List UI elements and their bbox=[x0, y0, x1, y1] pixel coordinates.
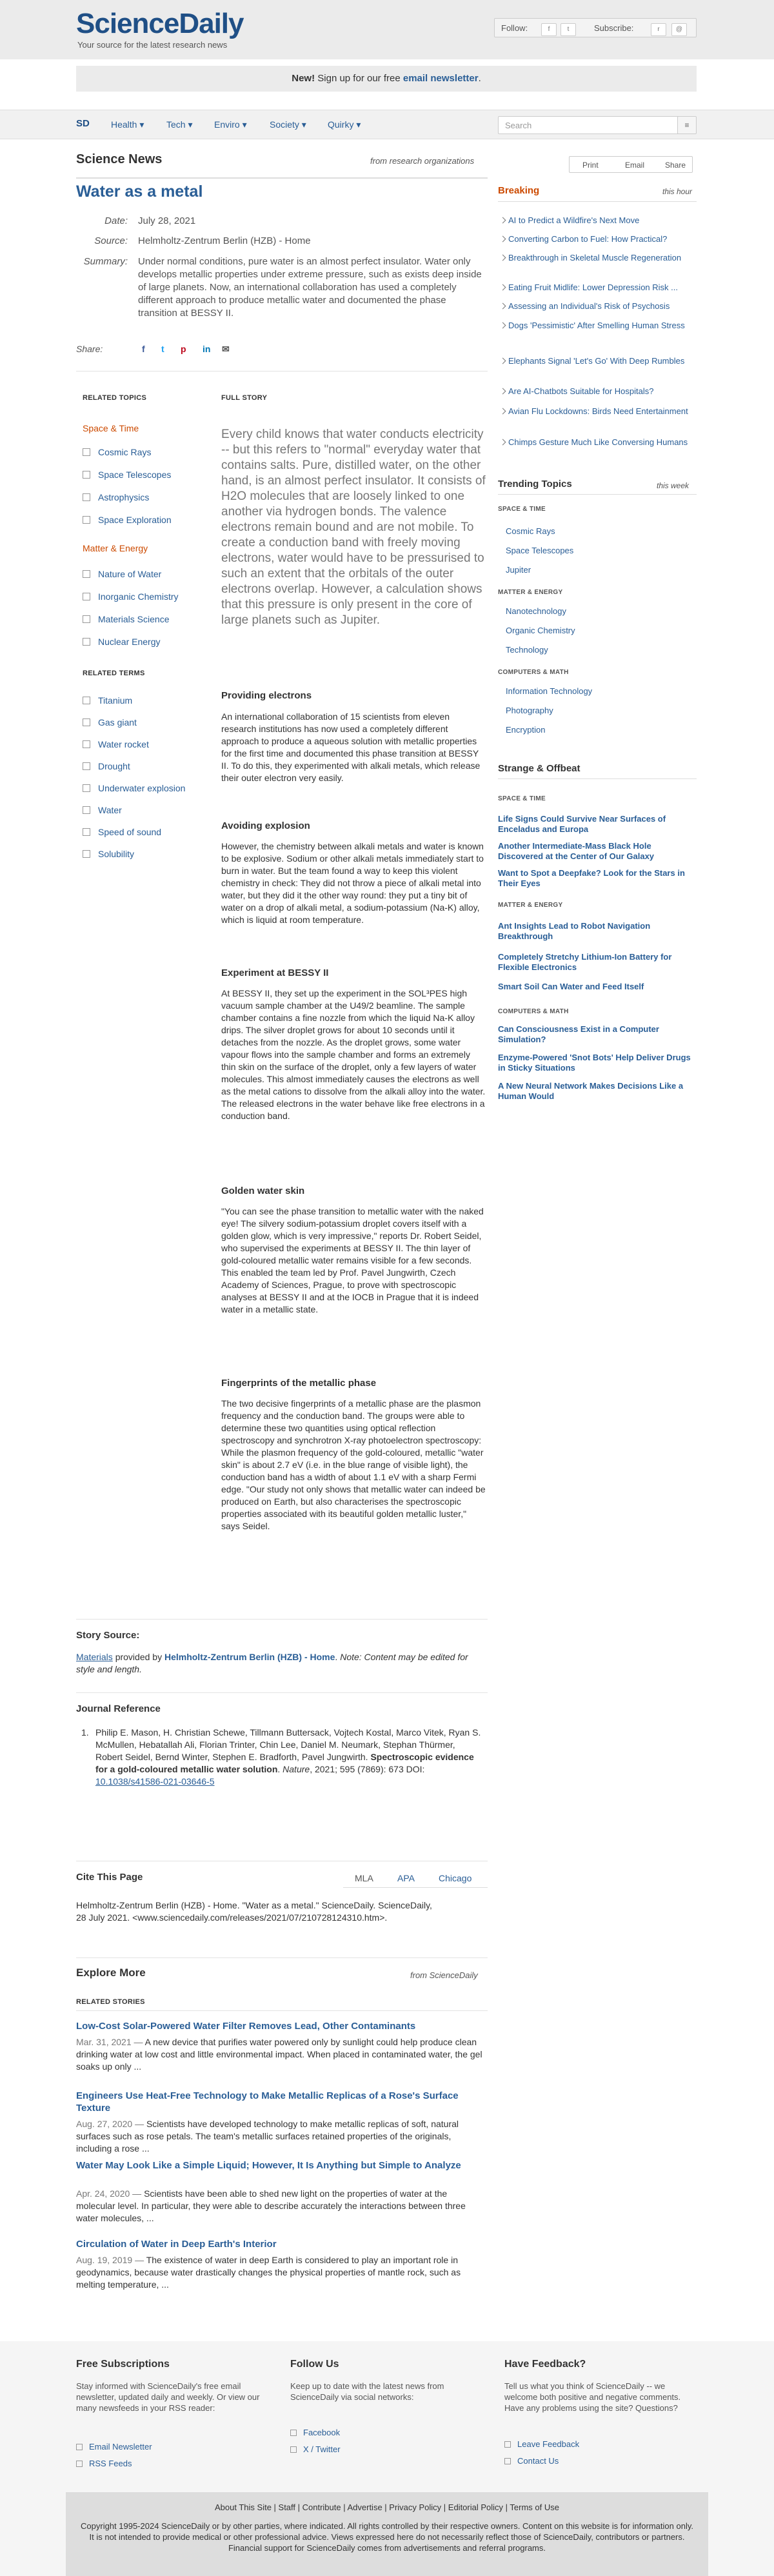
facebook-icon bbox=[290, 2430, 297, 2436]
term-label: Drought bbox=[98, 761, 130, 771]
email-icon[interactable]: @ bbox=[671, 23, 687, 36]
footer-link-label: Facebook bbox=[303, 2428, 341, 2437]
breaking-item[interactable] bbox=[498, 386, 698, 397]
newsletter-new-label: New! bbox=[292, 73, 315, 84]
story-title[interactable]: Water May Look Like a Simple Liquid; However, It Is Anything but Simple to Analyze bbox=[76, 2160, 461, 2171]
story-title[interactable]: Low-Cost Solar-Powered Water Filter Removes Lead, Other Contaminants bbox=[76, 2021, 416, 2032]
citation-text: Helmholtz-Zentrum Berlin (HZB) - Home. "Water as a metal." ScienceDaily. ScienceDaily, 28 July 2021. <www.sciencedaily.com/releases/2021/07/210728124310.htm>. bbox=[76, 1900, 432, 1923]
trending-topic[interactable]: Space Telescopes bbox=[506, 546, 574, 555]
topic-label: Nuclear Energy bbox=[98, 637, 161, 647]
section-subtitle: from research organizations bbox=[370, 156, 475, 166]
trending-divider bbox=[498, 494, 697, 495]
date-label: Date: bbox=[104, 215, 128, 226]
footer-link-label: Contact Us bbox=[517, 2456, 559, 2466]
materials-link[interactable]: Materials bbox=[76, 1652, 113, 1662]
topic-materials-science[interactable] bbox=[83, 614, 170, 624]
email-button[interactable]: Email bbox=[625, 161, 645, 170]
breaking-item[interactable] bbox=[498, 321, 698, 331]
story-summary bbox=[76, 2118, 488, 2155]
facebook-share-icon[interactable]: f bbox=[142, 344, 145, 354]
story-summary bbox=[76, 2036, 488, 2073]
topic-label: Cosmic Rays bbox=[98, 447, 152, 457]
lead-paragraph: Every child knows that water conducts electricity -- but this refers to "normal" everyday water that contains salts. Pure, distilled water, on the other hand, is an almost perfect insulator. It consists of H2O molecules that are loosely linked to one another via hydrogen bonds. The valence electrons remain bound and are not mobile. To create a conduction band with freely moving electrons, water would have to be pressurised to such an extent that the orbitals of the outer electrons overlap. However, a calculation shows that this pressure is only present in the core of large planets such as Jupiter. bbox=[221, 428, 486, 627]
provider-link[interactable]: Helmholtz-Zentrum Berlin (HZB) - Home bbox=[164, 1652, 335, 1662]
story-text: A new device that purifies water powered only by sunlight could help produce clean drinking water at low cost and little environmental impact. When placed in contaminated water, the gel soaks up only ... bbox=[76, 2037, 482, 2072]
related-topics-label: RELATED TOPICS bbox=[83, 394, 147, 402]
strange-story[interactable]: Want to Spot a Deepfake? Look for the Stars in Their Eyes bbox=[498, 868, 685, 888]
linkedin-share-icon[interactable]: in bbox=[203, 344, 211, 354]
contact-icon bbox=[504, 2458, 511, 2464]
story-title[interactable]: Circulation of Water in Deep Earth's Interior bbox=[76, 2239, 277, 2250]
newsletter-link[interactable]: email newsletter bbox=[402, 73, 479, 84]
twitter-link[interactable] bbox=[290, 2444, 341, 2454]
breaking-item-label: AI to Predict a Wildfire's Next Move bbox=[508, 215, 640, 225]
topic-icon bbox=[83, 448, 90, 456]
cite-title: Cite This Page bbox=[76, 1872, 143, 1883]
story-source-title: Story Source: bbox=[76, 1630, 140, 1641]
subscribe-label: Subscribe: bbox=[594, 23, 634, 33]
date-value: July 28, 2021 bbox=[138, 215, 196, 226]
reference-entry: Philip E. Mason, H. Christian Schewe, Tillmann Buttersack, Vojtech Kostal, Marco Vitek, Ryan S. McMullen, Hebatallah Ali, Florian Trinter, Chin Lee, Daniel M. Neumark, Stephan Thürmer, Robert Seidel, Bernd Winter, Stephen E. Bradforth, Pavel Jungwirth. Spectroscopic evidence for a gold-coloured metallic water solution. Nature, 2021; 595 (7869): 673 DOI: 10.1038/s41586-021-03646-5 bbox=[95, 1727, 481, 1787]
topic-group-space-time: Space & Time bbox=[83, 423, 139, 433]
topic-label: Space Telescopes bbox=[98, 470, 172, 480]
explore-divider bbox=[76, 1957, 488, 1958]
breaking-item-label: Breakthrough in Skeletal Muscle Regeneration bbox=[508, 253, 682, 263]
section-heading: Avoiding explosion bbox=[221, 820, 310, 831]
topic-icon bbox=[83, 471, 90, 479]
topic-space-exploration[interactable] bbox=[83, 515, 172, 525]
site-header bbox=[0, 0, 774, 59]
term-icon bbox=[83, 828, 90, 836]
breaking-divider bbox=[498, 201, 697, 202]
topic-nuclear-energy[interactable] bbox=[83, 637, 161, 647]
topic-icon bbox=[83, 516, 90, 524]
trending-topic[interactable]: Photography bbox=[506, 706, 553, 715]
footer-bar bbox=[66, 2492, 708, 2576]
newsletter-text: Sign up for our free bbox=[317, 73, 401, 84]
section-heading: Fingerprints of the metallic phase bbox=[221, 1378, 377, 1389]
trending-topic[interactable]: Information Technology bbox=[506, 686, 593, 696]
term-titanium[interactable] bbox=[83, 695, 132, 706]
nav-quirky[interactable]: Quirky ▾ bbox=[328, 119, 361, 130]
email-share-icon[interactable]: ✉ bbox=[222, 344, 230, 354]
section-heading: Experiment at BESSY II bbox=[221, 967, 329, 978]
site-logo[interactable]: ScienceDaily bbox=[76, 8, 244, 39]
twitter-share-icon[interactable]: t bbox=[161, 344, 164, 354]
share-divider bbox=[76, 371, 488, 372]
strange-story[interactable]: Can Consciousness Exist in a Computer Simulation? bbox=[498, 1024, 659, 1044]
breaking-item-label: Avian Flu Lockdowns: Birds Need Entertainment bbox=[508, 406, 688, 416]
full-story-label: FULL STORY bbox=[221, 394, 268, 402]
term-solubility[interactable] bbox=[83, 849, 134, 859]
reference-journal: Nature bbox=[283, 1764, 310, 1774]
trending-topic[interactable]: Nanotechnology bbox=[506, 606, 566, 616]
footer-follow-text: Keep up to date with the latest news from ScienceDaily via social networks: bbox=[290, 2381, 444, 2402]
share-label: Share: bbox=[76, 344, 103, 354]
term-icon bbox=[83, 762, 90, 770]
nav-tech[interactable]: Tech ▾ bbox=[166, 119, 193, 130]
related-stories-divider bbox=[76, 2010, 488, 2011]
rss-icon[interactable]: r bbox=[651, 23, 666, 36]
strange-title: Strange & Offbeat bbox=[498, 763, 580, 774]
footer-subscriptions-title: Free Subscriptions bbox=[76, 2359, 170, 2370]
breaking-item-label: Eating Fruit Midlife: Lower Depression Risk ... bbox=[508, 282, 678, 292]
breaking-item[interactable] bbox=[498, 406, 698, 417]
pinterest-share-icon[interactable]: p bbox=[181, 344, 186, 354]
term-label: Titanium bbox=[98, 695, 133, 706]
footer-feedback-text: Tell us what you think of ScienceDaily -- we welcome both positive and negative comments. Have any problems using the site? Questions? bbox=[504, 2381, 681, 2413]
site-tagline: Your source for the latest research news bbox=[77, 40, 228, 50]
summary-text: Under normal conditions, pure water is an almost perfect insulator. Water only develops metallic properties under extreme pressure, such as exists deep inside of large planets. Now, an international collaboration has used a completely different approach to produce metallic water and documented the phase transition at BESSY II. bbox=[138, 256, 482, 319]
contact-us-link[interactable] bbox=[504, 2456, 559, 2466]
cite-tabs bbox=[343, 1868, 488, 1888]
term-icon bbox=[83, 784, 90, 792]
story-source-text: Materials provided by Helmholtz-Zentrum Berlin (HZB) - Home. Note: Content may be edited for style and length. bbox=[76, 1652, 468, 1674]
breaking-item[interactable] bbox=[498, 215, 698, 226]
topic-label: Space Exploration bbox=[98, 515, 172, 525]
trending-category: SPACE & TIME bbox=[498, 506, 546, 513]
footer-link-label: X / Twitter bbox=[303, 2444, 341, 2454]
story-title[interactable]: Engineers Use Heat-Free Technology to Make Metallic Replicas of a Rose's Surface Texture bbox=[76, 2090, 459, 2114]
nav-health-label: Health bbox=[111, 119, 137, 130]
search-input[interactable]: Search bbox=[498, 116, 680, 134]
trending-topic[interactable]: Cosmic Rays bbox=[506, 526, 555, 536]
topic-nature-of-water[interactable] bbox=[83, 569, 161, 579]
strange-story[interactable]: Ant Insights Lead to Robot Navigation Breakthrough bbox=[498, 921, 651, 941]
source-value: Helmholtz-Zentrum Berlin (HZB) - Home bbox=[138, 235, 311, 246]
breaking-item[interactable] bbox=[498, 356, 698, 366]
leave-feedback-link[interactable] bbox=[504, 2439, 579, 2449]
print-button[interactable]: Print bbox=[582, 161, 599, 170]
nav-enviro[interactable]: Enviro ▾ bbox=[214, 119, 247, 130]
story-summary bbox=[76, 2254, 488, 2291]
reference-authors: Philip E. Mason, H. Christian Schewe, Tillmann Buttersack, Vojtech Kostal, Marco Vitek, Ryan S. McMullen, Hebatallah Ali, Florian Trinter, Chin Lee, Daniel M. Neumark, Stephan Thürmer, Robert Seidel, Bernd Winter, Stephen E. Bradforth, Pavel Jungwirth. bbox=[95, 1727, 481, 1762]
footer-link-label: Email Newsletter bbox=[89, 2442, 152, 2452]
rss-feeds-link[interactable] bbox=[76, 2459, 132, 2468]
strange-category: MATTER & ENERGY bbox=[498, 902, 563, 909]
email-icon bbox=[76, 2444, 83, 2450]
breaking-item[interactable] bbox=[498, 437, 698, 448]
topic-icon bbox=[83, 615, 90, 623]
twitter-icon bbox=[290, 2446, 297, 2453]
footer-nav[interactable]: About This Site | Staff | Contribute | Advertise | Privacy Policy | Editorial Policy | Terms of Use bbox=[215, 2502, 559, 2512]
breaking-title: Breaking bbox=[498, 185, 540, 196]
topic-cosmic-rays[interactable] bbox=[83, 447, 151, 457]
term-label: Solubility bbox=[98, 849, 135, 859]
term-water-rocket[interactable] bbox=[83, 739, 149, 749]
trending-category: MATTER & ENERGY bbox=[498, 589, 563, 596]
trending-topic[interactable]: Organic Chemistry bbox=[506, 626, 575, 635]
source-note: Note: Content may be edited for style and length. bbox=[76, 1652, 468, 1674]
follow-subscribe-box bbox=[494, 18, 697, 37]
term-icon bbox=[83, 740, 90, 748]
article-tools bbox=[569, 156, 693, 173]
term-icon bbox=[83, 718, 90, 726]
newsletter-suffix: . bbox=[478, 73, 481, 84]
strange-story[interactable]: A New Neural Network Makes Decisions Like a Human Would bbox=[498, 1081, 684, 1101]
reference-details: , 2021; 595 (7869): 673 DOI: bbox=[310, 1764, 425, 1774]
strange-story[interactable]: Another Intermediate-Mass Black Hole Discovered at the Center of Our Galaxy bbox=[498, 841, 655, 861]
term-label: Water bbox=[98, 805, 122, 815]
explore-title: Explore More bbox=[76, 1967, 146, 1979]
trending-title: Trending Topics bbox=[498, 479, 572, 490]
nav-society-label: Society bbox=[270, 119, 299, 130]
term-drought[interactable] bbox=[83, 761, 130, 771]
term-label: Water rocket bbox=[98, 739, 149, 749]
strange-divider bbox=[498, 778, 697, 779]
topic-label: Materials Science bbox=[98, 614, 170, 624]
main-nav bbox=[0, 110, 774, 139]
facebook-link[interactable] bbox=[290, 2428, 340, 2437]
breaking-item[interactable] bbox=[498, 253, 698, 263]
section-heading: Providing electrons bbox=[221, 690, 312, 701]
term-icon bbox=[83, 850, 90, 858]
topic-icon bbox=[83, 570, 90, 578]
tab-apa[interactable]: APA bbox=[397, 1873, 415, 1883]
nav-society[interactable]: Society ▾ bbox=[270, 119, 306, 130]
story-text: Scientists have developed technology to make metallic replicas of soft, natural surfaces such as rose petals. The team's metallic surfaces retained properties of the originals, including a rose ... bbox=[76, 2119, 459, 2154]
topic-label: Inorganic Chemistry bbox=[98, 591, 179, 602]
story-text: The existence of water in deep Earth is considered to play an important role in geodynamics, because water drastically changes the physical properties of mantle rock, such as melting temperature, ... bbox=[76, 2255, 461, 2290]
topic-label: Nature of Water bbox=[98, 569, 162, 579]
related-terms-label: RELATED TERMS bbox=[83, 669, 145, 677]
breaking-item[interactable] bbox=[498, 234, 698, 244]
breaking-item-label: Converting Carbon to Fuel: How Practical? bbox=[508, 234, 668, 244]
strange-story[interactable]: Life Signs Could Survive Near Surfaces of Enceladus and Europa bbox=[498, 814, 666, 834]
copyright: Copyright 1995-2024 ScienceDaily or by other parties, where indicated. All rights controlled by their respective owners. Content on this website is for information only. It is not intended to provide medical or other professional advice. Views expressed here do not necessarily reflect those of ScienceDaily, contributors or partners. Financial support for ScienceDaily comes from advertisements and referral programs. bbox=[81, 2521, 693, 2553]
breaking-item[interactable] bbox=[498, 282, 698, 293]
journal-reference-title: Journal Reference bbox=[76, 1703, 161, 1714]
facebook-icon[interactable]: f bbox=[541, 23, 557, 36]
footer-subscriptions-text: Stay informed with ScienceDaily's free email newsletter, updated daily and weekly. Or view our many newsfeeds in your RSS reader: bbox=[76, 2381, 260, 2413]
breaking-item-label: Assessing an Individual's Risk of Psychosis bbox=[508, 301, 670, 311]
nav-home-logo[interactable]: SD bbox=[76, 118, 90, 129]
story-date: Aug. 27, 2020 — bbox=[76, 2119, 144, 2129]
strange-category: COMPUTERS & MATH bbox=[498, 1008, 569, 1015]
section-title: Science News bbox=[76, 152, 163, 166]
twitter-icon[interactable]: t bbox=[561, 23, 576, 36]
email-newsletter-link[interactable] bbox=[76, 2442, 152, 2452]
footer-feedback-title: Have Feedback? bbox=[504, 2359, 586, 2370]
strange-story[interactable]: Enzyme-Powered 'Snot Bots' Help Deliver Drugs in Sticky Situations bbox=[498, 1053, 691, 1073]
topic-icon bbox=[83, 593, 90, 600]
related-stories-label: RELATED STORIES bbox=[76, 1998, 145, 2006]
footer-follow-title: Follow Us bbox=[290, 2359, 339, 2370]
topic-astrophysics[interactable] bbox=[83, 492, 149, 502]
section-paragraph: However, the chemistry between alkali metals and water is known to be explosive. Sodium or other alkali metals immediately start to burn in water. But the team found a way to keep this violent chemistry in check: They did not throw a piece of alkali metal into water, but they did it the other way round: they put a tiny bit of water on a drop of alkali metal, a sodium-potassium (Na-K) alloy, which is liquid at room temperature. bbox=[221, 841, 484, 925]
reference-number: 1. bbox=[81, 1727, 89, 1738]
nav-enviro-label: Enviro bbox=[214, 119, 240, 130]
term-gas-giant[interactable] bbox=[83, 717, 137, 728]
term-label: Gas giant bbox=[98, 717, 137, 728]
footer-link-label: Leave Feedback bbox=[517, 2439, 580, 2449]
trending-topic[interactable]: Technology bbox=[506, 645, 548, 655]
breaking-item-label: Chimps Gesture Much Like Conversing Humans bbox=[508, 437, 688, 447]
article-title: Water as a metal bbox=[76, 183, 203, 201]
breaking-subtitle: this hour bbox=[662, 187, 693, 196]
trending-topic[interactable]: Jupiter bbox=[506, 565, 531, 575]
section-paragraph: The two decisive fingerprints of a metallic phase are the plasmon frequency and the conduction band. The groups were able to determine these two quantities using optical reflection spectroscopy and synchrotron X-ray photoelectron spectroscopy: While the plasmon frequency of the gold-coloured, metallic "water skin" is about 2.7 eV (i.e. in the blue range of visible light), the conduction band has a width of about 1.1 eV with a sharp Fermi edge. "Our study not only shows that metallic water can indeed be produced on Earth, but also characterises the spectroscopic properties associated with its beautiful golden metallic luster," says Seidel. bbox=[221, 1398, 486, 1531]
term-speed-of-sound[interactable] bbox=[83, 827, 161, 837]
term-label: Underwater explosion bbox=[98, 783, 186, 793]
search-button[interactable]: ≡ bbox=[677, 116, 697, 134]
story-text: Scientists have been able to shed new light on the properties of water at the molecular level. In particular, they were able to describe accurately the interactions between three water molecules, ... bbox=[76, 2188, 466, 2223]
section-paragraph: "You can see the phase transition to metallic water with the naked eye! The silvery sodium-potassium droplet covers itself with a golden glow, which is very impressive," reports Dr. Robert Seidel, who supervised the experiments at BESSY II. The thin layer of gold-coloured metallic water remains visible for a few seconds. This enabled the team led by Prof. Pavel Jungwirth, Czech Academy of Sciences, Prague, to prove with spectroscopic analyses at BESSY II and at the IOCB in Prague that it is indeed water in a metallic state. bbox=[221, 1206, 484, 1314]
strange-category: SPACE & TIME bbox=[498, 795, 546, 802]
story-date: Apr. 24, 2020 — bbox=[76, 2188, 142, 2199]
topic-icon bbox=[83, 638, 90, 646]
nav-health[interactable]: Health ▾ bbox=[111, 119, 144, 130]
feedback-icon bbox=[504, 2441, 511, 2448]
breaking-item-label: Are AI-Chatbots Suitable for Hospitals? bbox=[508, 386, 654, 396]
story-summary bbox=[76, 2188, 488, 2224]
term-icon bbox=[83, 697, 90, 704]
story-source-divider bbox=[76, 1619, 488, 1620]
title-divider bbox=[76, 177, 488, 179]
breaking-item-label: Elephants Signal 'Let's Go' With Deep Rumbles bbox=[508, 356, 685, 366]
breaking-item-label: Dogs 'Pessimistic' After Smelling Human Stress bbox=[508, 321, 685, 330]
nav-quirky-label: Quirky bbox=[328, 119, 354, 130]
section-paragraph: At BESSY II, they set up the experiment in the SOL³PES high vacuum sample chamber at the U49/2 beamline. The sample chamber contains a fine nozzle from which the liquid Na-K alloy drips. The silver droplet grows for about 10 seconds until it detaches from the nozzle. As the droplet grows, some water vapour flows into the sample chamber and forms an extremely thin skin on the surface of the droplet, only a few layers of water molecules. This almost immediately causes the electrons as well as the metal cations to dissolve from the alkali alloy into the water. The released electrons in the water behave like free electrons in a conduction band. bbox=[221, 988, 486, 1121]
topic-space-telescopes[interactable] bbox=[83, 470, 171, 480]
topic-group-matter-energy: Matter & Energy bbox=[83, 543, 148, 553]
provided-by-text: provided by bbox=[115, 1652, 163, 1662]
tab-mla[interactable]: MLA bbox=[355, 1873, 373, 1883]
story-date: Aug. 19, 2019 — bbox=[76, 2255, 144, 2265]
follow-label: Follow: bbox=[501, 23, 528, 33]
summary-label: Summary: bbox=[83, 256, 128, 267]
story-date: Mar. 31, 2021 — bbox=[76, 2037, 143, 2047]
strange-story[interactable]: Completely Stretchy Lithium-Ion Battery for Flexible Electronics bbox=[498, 952, 672, 972]
share-button[interactable]: Share bbox=[665, 161, 686, 170]
term-label: Speed of sound bbox=[98, 827, 162, 837]
nav-tech-label: Tech bbox=[166, 119, 186, 130]
tab-chicago[interactable]: Chicago bbox=[439, 1873, 472, 1883]
doi-link[interactable]: 10.1038/s41586-021-03646-5 bbox=[95, 1776, 215, 1787]
breaking-item[interactable] bbox=[498, 301, 698, 312]
explore-subtitle: from ScienceDaily bbox=[410, 1970, 478, 1980]
trending-category: COMPUTERS & MATH bbox=[498, 669, 569, 676]
reference-title: Spectroscopic evidence for a gold-coloured metallic water solution bbox=[95, 1752, 474, 1774]
term-icon bbox=[83, 806, 90, 814]
topic-inorganic-chemistry[interactable] bbox=[83, 591, 179, 602]
section-paragraph: An international collaboration of 15 scientists from eleven research institutions has now used a completely different approach to produce a aqueous solution with metallic properties for the first time and documented this phase transition at BESSY II. To do this, they experimented with alkali metals, which release their outer electron very easily. bbox=[221, 711, 481, 783]
strange-story[interactable]: Smart Soil Can Water and Feed Itself bbox=[498, 982, 644, 991]
topic-icon bbox=[83, 493, 90, 501]
footer-link-label: RSS Feeds bbox=[89, 2459, 132, 2468]
trending-subtitle: this week bbox=[657, 481, 690, 490]
topic-label: Astrophysics bbox=[98, 492, 150, 502]
newsletter-bar bbox=[76, 66, 697, 92]
term-water[interactable] bbox=[83, 805, 122, 815]
source-label: Source: bbox=[94, 235, 128, 246]
journal-divider bbox=[76, 1692, 488, 1693]
term-underwater-explosion[interactable] bbox=[83, 783, 185, 793]
rss-icon bbox=[76, 2461, 83, 2467]
section-heading: Golden water skin bbox=[221, 1185, 305, 1196]
trending-topic[interactable]: Encryption bbox=[506, 725, 546, 735]
